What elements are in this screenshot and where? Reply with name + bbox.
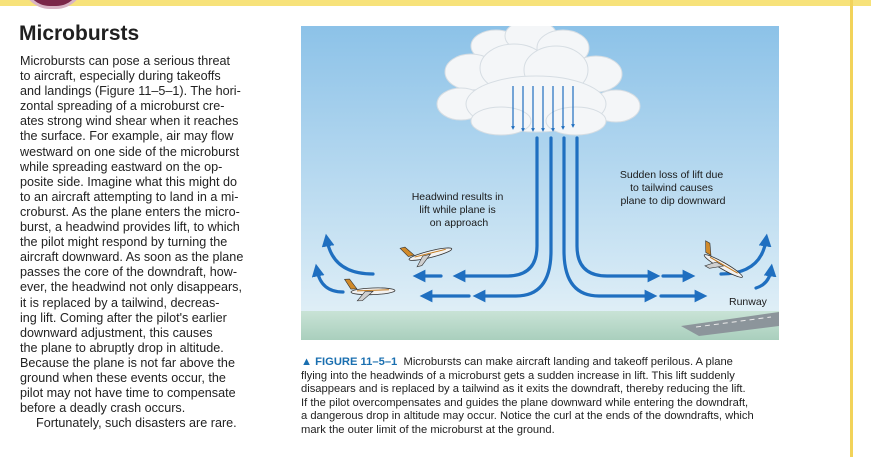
body-line: to aircraft, especially during takeoffs [20,69,221,84]
body-line: posite side. Imagine what this might do [20,174,238,189]
caption-text: Microbursts can make aircraft landing and takeoff perilous. A plane [403,356,733,368]
body-line: Because the plane is not far above the [20,355,235,370]
body-line: Fortunately, such disasters are rare. [36,416,237,431]
body-line: the plane to abruptly drop in altitude. [20,340,224,355]
headwind-label: Headwind results in lift while plane is on approach [411,191,504,229]
body-line: to an aircraft attempting to land in a mi- [20,189,239,204]
body-line: and landings (Figure 11–5–1). The hori- [20,84,241,99]
body-line: ground when these events occur, the [20,370,226,385]
body-line: burst, a headwind provides lift, to which [20,220,240,235]
body-line: passes the core of the downdraft, how- [20,265,238,280]
body-line: ing lift. Coming after the pilot's earlier [20,310,227,325]
body-line: Microbursts can pose a serious threat [20,54,230,68]
body-line: before a deadly crash occurs. [20,401,186,416]
caption-line: mark the outer limit of the microburst at the ground. [301,423,555,436]
body-text [20,54,282,431]
figure-label: ▲ FIGURE 11–5–1 [301,356,398,368]
top-accent-bar [0,0,871,6]
page-margin-rule [850,0,853,457]
caption-line: disappears and is replaced by a tailwind as it exits the downdraft, thereby reducing the lift. [301,383,746,396]
caption-line: If the pilot overcompensates and guides the plane downward while entering the downdraft, [301,396,749,409]
caption-line: flying into the headwinds of a microburst gets a sudden increase in lift. This lift suddenly [301,369,735,382]
figure-caption [301,356,831,438]
body-line: croburst. As the plane enters the micro- [20,204,240,219]
caption-line: a dangerous drop in altitude may occur. Notice the curl at the ends of the downdrafts, which [301,410,754,423]
body-line: zontal spreading of a microburst cre- [20,99,225,114]
body-line: the surface. For example, air may flow [20,129,234,144]
body-line: pilot may not have time to compensate [20,386,236,401]
runway-label: Runway [729,296,767,308]
caption-line [301,356,831,370]
body-line: downward adjustment, this causes [20,325,213,340]
tailwind-label: Sudden loss of lift due to tailwind causes plane to dip downward [619,169,726,207]
body-line: aircraft downward. As soon as the plane [20,250,244,265]
body-line: ates strong wind shear when it reaches [20,114,239,129]
microburst-diagram [301,26,779,340]
body-line: westward on one side of the microburst [20,144,240,159]
body-line: the pilot might respond by turning the [20,235,228,250]
section-title: Microbursts [19,22,140,45]
body-line: while spreading eastward on the op- [20,159,223,174]
body-line: it is replaced by a tailwind, decreas- [20,295,220,310]
body-line: ever, the headwind not only disappears, [20,280,242,295]
